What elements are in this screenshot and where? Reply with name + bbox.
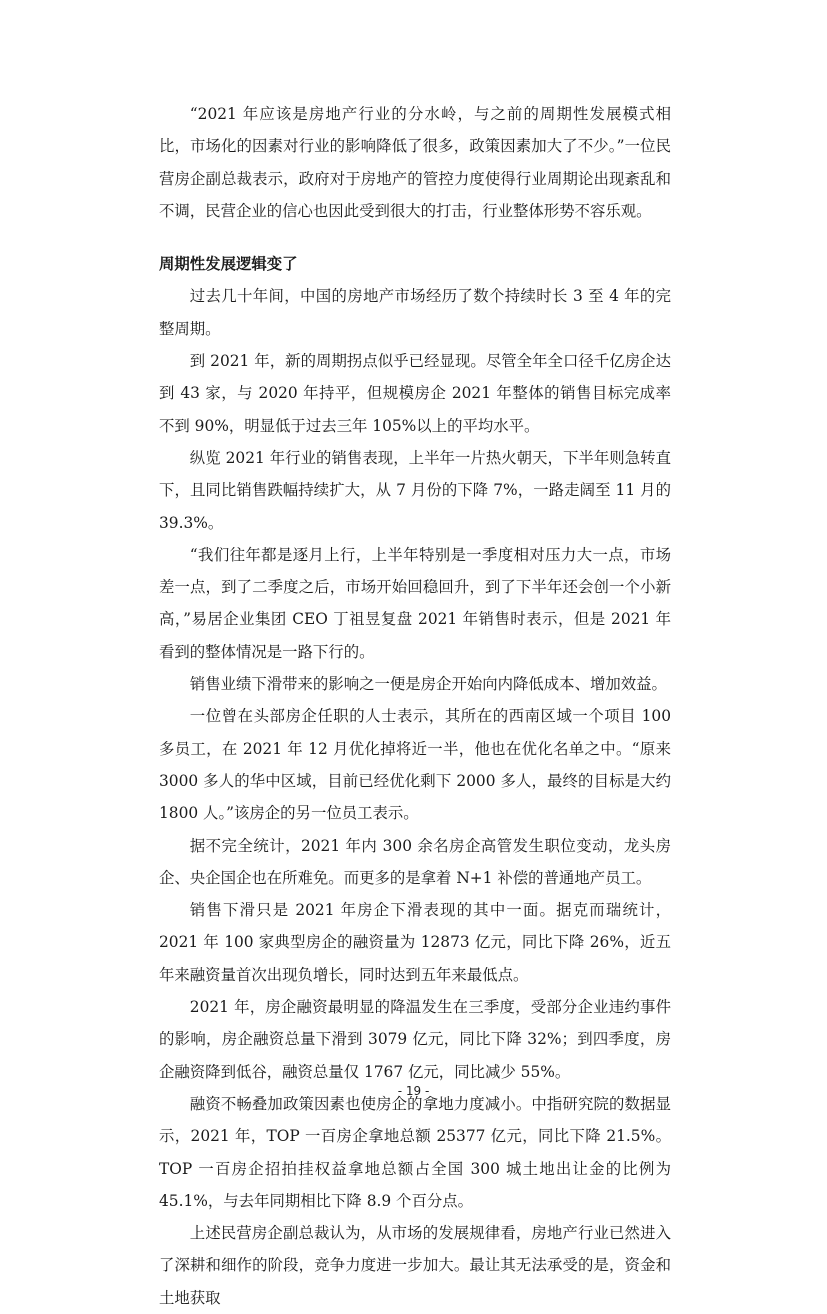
body-paragraph: 纵览 2021 年行业的销售表现，上半年一片热火朝天，下半年则急转直下，且同比销售跌幅持续扩大，从 7 月份的下降 7%，一路走阔至 11 月的 39.3%。	[159, 448, 671, 532]
page-number: - 19 -	[397, 1084, 430, 1098]
body-paragraph: 一位曾在头部房企任职的人士表示，其所在的西南区域一个项目 100 多员工，在 2021 年 12 月优化掉将近一半，他也在优化名单之中。“原来 3000 多人的华中区域，目前已经优化剩下 2000 多人，最终的目标是大约 1800 人。”该房企的另一位员工表示。	[159, 707, 671, 823]
body-paragraph: 销售业绩下滑带来的影响之一便是房企开始向内降低成本、增加效益。	[189, 675, 667, 694]
article-body	[159, 98, 671, 1314]
body-paragraph: “我们往年都是逐月上行，上半年特别是一季度相对压力大一点，市场差一点，到了二季度之后，市场开始回稳回升，到了下半年还会创一个小新高，”易居企业集团 CEO 丁祖昱复盘 2021 年销售时表示，但是 2021 年看到的整体情况是一路下行的。	[159, 545, 671, 661]
body-paragraph: 销售下滑只是 2021 年房企下滑表现的其中一面。据克而瑞统计，2021 年 100 家典型房企的融资量为 12873 亿元，同比下降 26%，近五年来融资量首次出现负增长，同时达到五年来最低点。	[159, 901, 671, 984]
body-paragraph: 据不完全统计，2021 年内 300 余名房企高管发生职位变动，龙头房企、央企国企也在所难免。而更多的是拿着 N+1 补偿的普通地产员工。	[159, 836, 671, 887]
body-paragraph: 2021 年，房企融资最明显的降温发生在三季度，受部分企业违约事件的影响，房企融资总量下滑到 3079 亿元，同比下降 32%；到四季度，房企融资降到低谷，融资总量仅 1767 亿元，同比减少 55%。	[159, 998, 671, 1081]
body-paragraph: 到 2021 年，新的周期拐点似乎已经显现。尽管全年全口径千亿房企达到 43 家，与 2020 年持平，但规模房企 2021 年整体的销售目标完成率不到 90%，明显低于过去三年 105%以上的平均水平。	[159, 352, 671, 435]
body-paragraph: 上述民营房企副总裁认为，从市场的发展规律看，房地产行业已然进入了深耕和细作的阶段，竞争力度进一步加大。最让其无法承受的是，资金和土地获取	[159, 1224, 671, 1307]
body-paragraph: 过去几十年间，中国的房地产市场经历了数个持续时长 3 至 4 年的完整周期。	[159, 287, 671, 338]
intro-paragraph: “2021 年应该是房地产行业的分水岭，与之前的周期性发展模式相比，市场化的因素对行业的影响降低了很多，政策因素加大了不少。”一位民营房企副总裁表示，政府对于房地产的管控力度使得行业周期论出现紊乱和不调，民营企业的信心也因此受到很大的打击，行业整体形势不容乐观。	[159, 105, 671, 220]
body-paragraph: 融资不畅叠加政策因素也使房企的拿地力度减小。中指研究院的数据显示，2021 年，TOP 一百房企拿地总额 25377 亿元，同比下降 21.5%。TOP 一百房企招拍挂权益拿地总额占全国 300 城土地出让金的比例为 45.1%，与去年同期相比下降 8.9 个百分点。	[159, 1094, 671, 1210]
section-heading: 周期性发展逻辑变了	[159, 255, 298, 274]
